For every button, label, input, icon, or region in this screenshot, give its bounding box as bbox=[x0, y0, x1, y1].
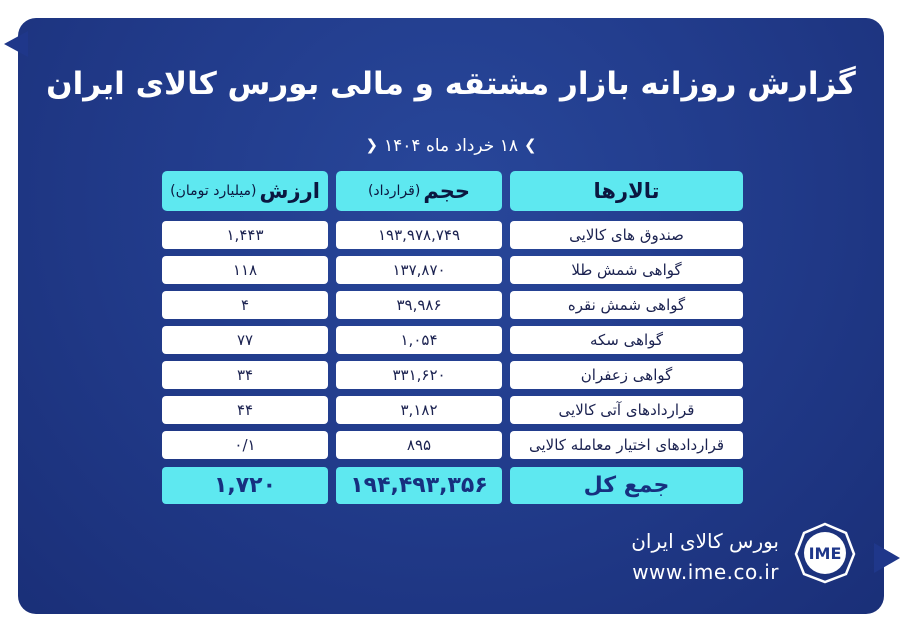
row-volume: ۳,۱۸۲ bbox=[336, 396, 502, 424]
row-market: گواهی شمش طلا bbox=[510, 256, 743, 284]
row-volume: ۳۳۱,۶۲۰ bbox=[336, 361, 502, 389]
header-volume-unit: (قرارداد) bbox=[367, 183, 421, 199]
report-date bbox=[18, 136, 884, 156]
row-volume: ۸۹۵ bbox=[336, 431, 502, 459]
row-market: گواهی شمش نقره bbox=[510, 291, 743, 319]
total-volume: ۱۹۴,۴۹۳,۳۵۶ bbox=[336, 467, 502, 504]
row-market: گواهی زعفران bbox=[510, 361, 743, 389]
footer-org-name: بورس کالای ایران bbox=[631, 529, 779, 553]
row-market: صندوق های کالایی bbox=[510, 221, 743, 249]
row-value: ۴۴ bbox=[162, 396, 328, 424]
header-market-label: تالارها bbox=[593, 179, 660, 203]
row-volume: ۱۳۷,۸۷۰ bbox=[336, 256, 502, 284]
header-value bbox=[162, 171, 328, 211]
header-value-unit: (میلیارد تومان) bbox=[170, 183, 257, 199]
report-title: گزارش روزانه بازار مشتقه و مالی بورس کالای ایران bbox=[46, 66, 856, 102]
card-tab-right bbox=[874, 543, 900, 573]
header-volume-label: حجم bbox=[423, 179, 471, 203]
chevron-left-icon: ❮ bbox=[365, 136, 379, 154]
date-text: ۱۸ خرداد ماه ۱۴۰۴ bbox=[384, 136, 518, 156]
row-market: قراردادهای اختیار معامله کالایی bbox=[510, 431, 743, 459]
row-market: قراردادهای آتی کالایی bbox=[510, 396, 743, 424]
row-volume: ۱۹۳,۹۷۸,۷۴۹ bbox=[336, 221, 502, 249]
ime-logo-icon bbox=[794, 522, 856, 584]
card-tab-left bbox=[4, 31, 28, 57]
header-volume bbox=[336, 171, 502, 211]
row-value: ۴ bbox=[162, 291, 328, 319]
row-value: ۰/۱ bbox=[162, 431, 328, 459]
logo-text: IME bbox=[808, 544, 842, 563]
total-label: جمع کل bbox=[510, 467, 743, 504]
row-value: ۷۷ bbox=[162, 326, 328, 354]
total-value: ۱,۷۲۰ bbox=[162, 467, 328, 504]
header-market bbox=[510, 171, 743, 211]
row-value: ۱,۴۴۳ bbox=[162, 221, 328, 249]
row-value: ۳۴ bbox=[162, 361, 328, 389]
chevron-right-icon: ❯ bbox=[523, 136, 537, 154]
footer-url: www.ime.co.ir bbox=[632, 560, 779, 584]
row-volume: ۱,۰۵۴ bbox=[336, 326, 502, 354]
row-market: گواهی سکه bbox=[510, 326, 743, 354]
header-value-label: ارزش bbox=[259, 179, 320, 203]
row-value: ۱۱۸ bbox=[162, 256, 328, 284]
row-volume: ۳۹,۹۸۶ bbox=[336, 291, 502, 319]
